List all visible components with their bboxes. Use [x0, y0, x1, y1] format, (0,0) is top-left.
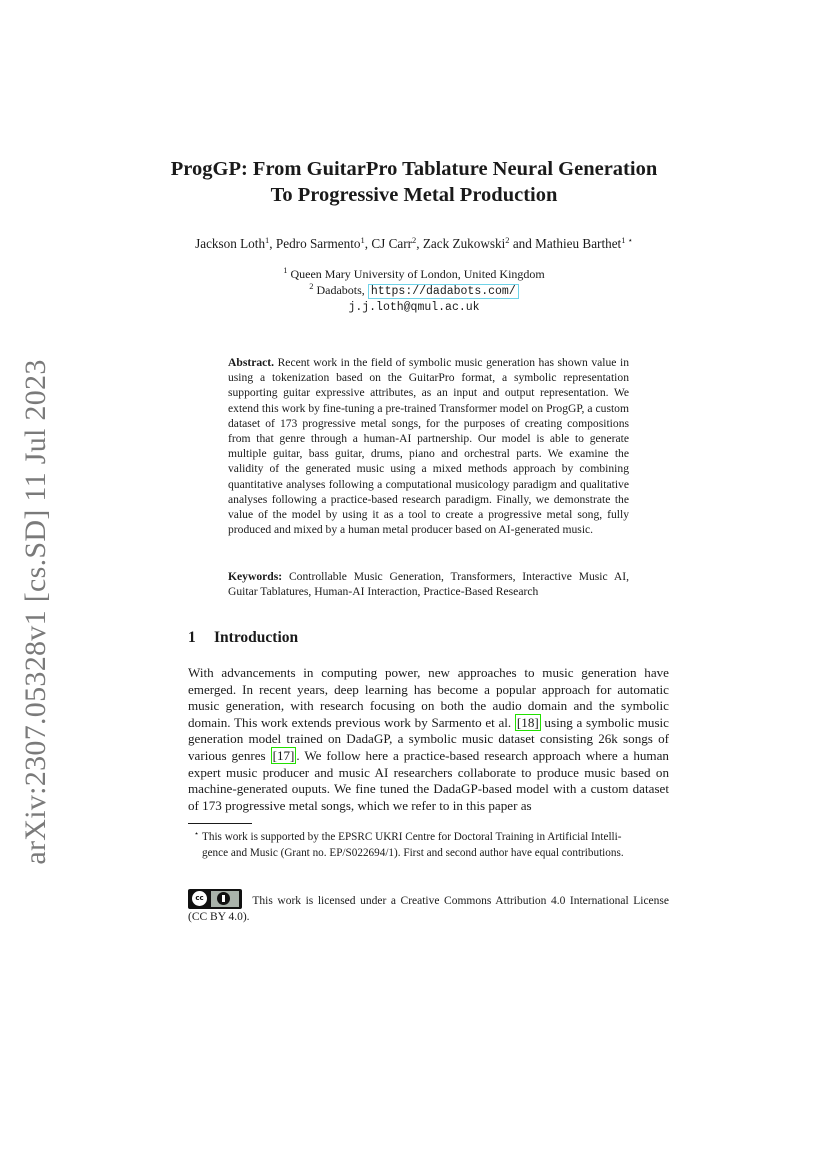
author-affil-mark: 1 — [360, 235, 365, 245]
affiliations — [0, 266, 828, 316]
footnote-mark: ⋆ — [194, 829, 200, 838]
author-affil-mark: 2 — [505, 235, 510, 245]
section-title: Introduction — [214, 629, 299, 646]
citation-link[interactable]: [18] — [516, 714, 539, 730]
paper-title — [0, 156, 828, 208]
abstract-label: Abstract. — [228, 356, 275, 369]
attribution-person-icon — [217, 892, 230, 905]
affiliation-1: $^1$ Queen Mary University of London, United Kingdom — [283, 265, 545, 281]
dadabots-link[interactable]: https://dadabots.com/ — [368, 284, 519, 299]
abstract-text: Recent work in the field of symbolic music generation has shown value in using a tokenization based on the GuitarPro format, a symbolic representation supporting guitar expressive attributes, as an input and output representation. We extend this work by fine-tuning a pre-trained Transformer model on ProgGP, a custom dataset of 173 progressive metal songs, for the purposes of creating compositions from that genre through a human-AI partnership. Our model is able to generate multiple guitar, bass guitar, drums, piano and orchestral parts. We examine the validity of the generated music using a mixed methods approach by combining quantitative analyses following a computational musicology paradigm and qualitative analyses following a practice-based research paradigm. Finally, we demonstrate the value of the model by using it as a tool to create a progressive metal song, fully produced and mixed by a human metal producer based on AI-generated music. — [228, 356, 629, 537]
footnote-line-2: gence and Music (Grant no. EP/S022694/1). First and second author have equal contributions. — [202, 846, 624, 859]
author-separator: , — [416, 236, 423, 251]
affiliation-2: $^2$ Dadabots, https://dadabots.com/ — [0, 282, 828, 300]
author-affil-mark: 1 — [265, 235, 270, 245]
keywords-text: Controllable Music Generation, Transformers, Interactive Music AI, Guitar Tablatures, Human-AI Interaction, Practice-Based Research — [228, 570, 629, 599]
author-list — [0, 236, 828, 252]
license-notice — [188, 889, 669, 925]
author-separator: , — [364, 236, 372, 251]
author-name: Pedro Sarmento — [275, 236, 361, 251]
author-affil-mark: 1 ⋆ — [621, 235, 633, 245]
contact-email[interactable]: j.j.loth@qmul.ac.uk — [348, 301, 480, 314]
footnote-line-1: This work is supported by the EPSRC UKRI Centre for Doctoral Training in Artificial Intelli- — [202, 831, 622, 843]
author-separator: and — [509, 236, 536, 251]
footnote — [188, 826, 669, 861]
author-name: CJ Carr — [371, 236, 413, 251]
section-number: 1 — [188, 629, 196, 646]
keywords-label: Keywords: — [228, 570, 283, 583]
title-line-1: ProgGP: From GuitarPro Tablature Neural Generation — [170, 158, 658, 180]
cc-by-badge-icon[interactable] — [188, 889, 242, 909]
author-separator: , — [269, 236, 276, 251]
intro-paragraph: With advancements in computing power, new approaches to music generation have emerged. In recent years, deep learning has become a popular approach for automatic music generation, with research focusing on both the audio domain and the symbolic domain. This work extends previous work by Sarmento et al. [18] using a symbolic music generation model trained on DadaGP, a symbolic music dataset consisting 26k songs of various genres [17] . We follow here a practice-based research approach where a human expert music producer and music AI researchers collaborate to produce music based on machine-generated ouputs. We fine tuned the DadaGP-based model with a custom dataset of 173 progressive metal songs, which we refer to in this paper as — [188, 665, 669, 813]
footnote-divider — [188, 823, 252, 824]
affil-number: 2 — [309, 281, 314, 291]
author-name: Jackson Loth — [195, 236, 266, 251]
affil-number: 1 — [283, 265, 288, 275]
title-line-2: To Progressive Metal Production — [270, 184, 558, 206]
author-affil-mark: 2 — [412, 235, 417, 245]
section-heading — [188, 629, 298, 647]
abstract — [228, 355, 629, 537]
license-text: This work is licensed under a Creative Commons Attribution 4.0 International License (CC BY 4.0). — [188, 895, 669, 923]
arxiv-stamp: arXiv:2307.05328v1 [cs.SD] 11 Jul 2023 — [19, 359, 52, 865]
cc-logo-icon: cc — [192, 891, 207, 906]
citation-link[interactable]: [17] — [272, 747, 295, 763]
author-name: Zack Zukowski — [422, 236, 506, 251]
author-name: Mathieu Barthet — [535, 236, 622, 251]
keywords — [228, 569, 629, 599]
